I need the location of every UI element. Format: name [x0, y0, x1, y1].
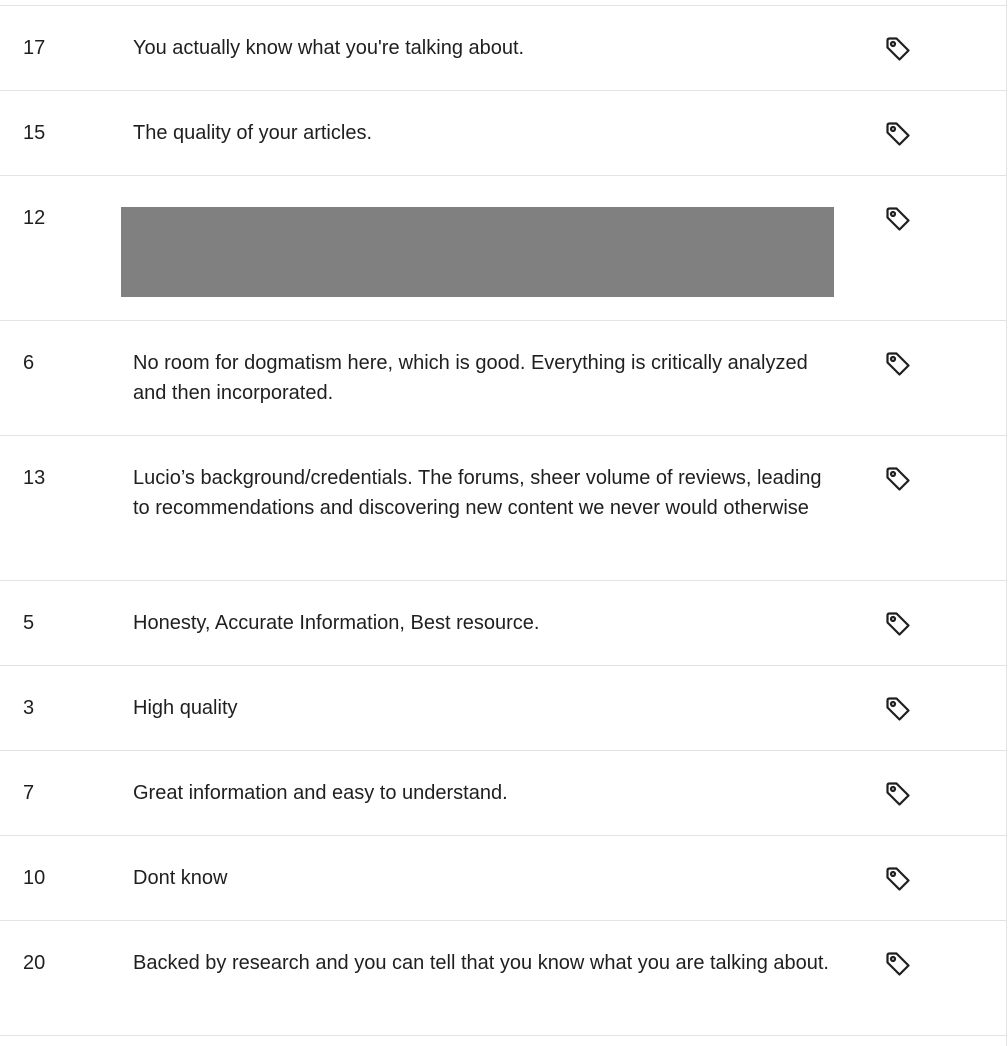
tag-icon[interactable]	[884, 35, 912, 63]
tag-icon[interactable]	[884, 865, 912, 893]
redacted-response-block	[121, 207, 834, 297]
response-id: 13	[23, 467, 46, 489]
response-text: Lucio’s background/credentials. The forums, sheer volume of reviews, leading to recommendations and discovering new content we never would otherwise	[133, 467, 822, 519]
response-text: High quality	[133, 697, 238, 719]
response-id: 7	[23, 782, 35, 804]
table-row	[0, 751, 1006, 836]
response-id: 6	[23, 352, 35, 374]
table-row	[0, 176, 1006, 321]
response-id: 12	[23, 207, 46, 229]
tag-icon[interactable]	[884, 120, 912, 148]
response-id: 5	[23, 612, 35, 634]
tag-icon[interactable]	[884, 205, 912, 233]
table-row	[0, 6, 1006, 91]
response-text: The quality of your articles.	[133, 122, 372, 144]
response-id: 15	[23, 122, 46, 144]
tag-icon[interactable]	[884, 780, 912, 808]
tag-icon[interactable]	[884, 695, 912, 723]
table-row	[0, 581, 1006, 666]
response-text: You actually know what you're talking about.	[133, 37, 525, 59]
table-row	[0, 321, 1006, 436]
table-row	[0, 921, 1006, 1036]
response-id: 17	[23, 37, 46, 59]
table-row	[0, 91, 1006, 176]
table-row	[0, 436, 1006, 581]
tag-icon[interactable]	[884, 350, 912, 378]
response-text: Backed by research and you can tell that you know what you are talking about.	[133, 952, 829, 974]
response-text: Dont know	[133, 867, 228, 889]
response-text: Honesty, Accurate Information, Best resource.	[133, 612, 540, 634]
tag-icon[interactable]	[884, 610, 912, 638]
response-id: 10	[23, 867, 46, 889]
response-text: No room for dogmatism here, which is good. Everything is critically analyzed and then incorporated.	[133, 352, 808, 404]
response-text: Great information and easy to understand.	[133, 782, 508, 804]
response-id: 3	[23, 697, 35, 719]
table-row	[0, 836, 1006, 921]
tag-icon[interactable]	[884, 465, 912, 493]
table-row	[0, 666, 1006, 751]
response-id: 20	[23, 952, 46, 974]
tag-icon[interactable]	[884, 950, 912, 978]
